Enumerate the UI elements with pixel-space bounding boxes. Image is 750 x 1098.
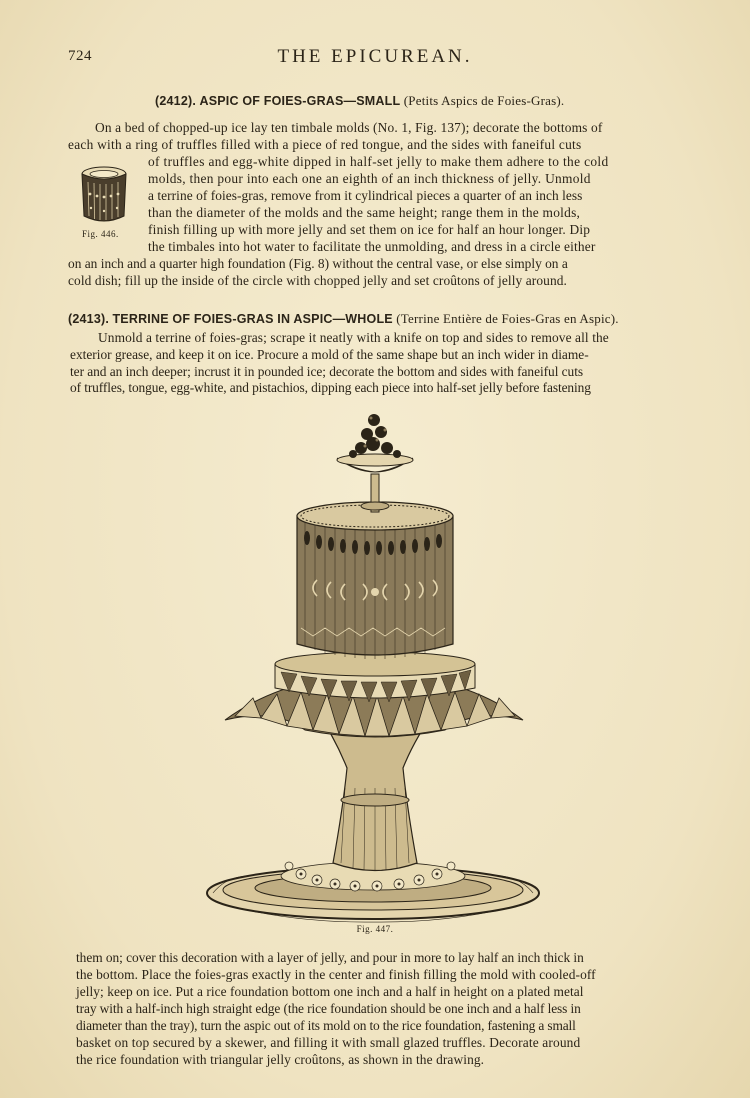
text-line: finish filling up with more jelly and set them on ice for half an hour longer. Dip — [148, 222, 591, 237]
section-number: (2413). — [68, 312, 110, 326]
terrine-aspic-illustration — [205, 408, 545, 923]
section-subtitle: (Terrine Entière de Foies-Gras en Aspic). — [396, 311, 619, 326]
text-line: jelly; keep on ice. Put a rice foundation bottom one inch and a half in height on a plated metal — [76, 984, 584, 999]
figure-caption-446: Fig. 446. — [82, 229, 119, 239]
text-line: exterior grease, and keep it on ice. Procure a mold of the same shape but an inch wider in diame- — [70, 347, 589, 362]
text-line: each with a ring of truffles filled with a piece of red tongue, and the sides with faneiful cuts — [68, 137, 582, 152]
text-line: Unmold a terrine of foies-gras; scrape it neatly with a knife on top and sides to remove all the — [98, 330, 609, 345]
section-title: TERRINE OF FOIES-GRAS IN ASPIC—WHOLE — [112, 312, 393, 326]
page-header — [68, 46, 682, 70]
section-title: ASPIC OF FOIES-GRAS—SMALL — [199, 94, 401, 108]
page-number: 724 — [68, 48, 92, 64]
timbale-mold-illustration — [78, 164, 130, 228]
text-line: ter and an inch deeper; incrust it in pounded ice; decorate the bottom and sides with faneiful cuts — [70, 364, 584, 379]
section-subtitle: (Petits Aspics de Foies-Gras). — [403, 93, 565, 108]
text-line: the rice foundation with triangular jelly croûtons, as shown in the drawing. — [76, 1052, 485, 1067]
text-line: of truffles and egg-white dipped in half-set jelly to make them adhere to the cold — [148, 154, 609, 169]
text-line: cold dish; fill up the inside of the circle with chopped jelly and set croûtons of jelly around. — [68, 273, 567, 288]
figure-caption-447: Fig. 447. — [356, 924, 394, 934]
text-line: than the diameter of the molds and the same height; range them in the molds, — [148, 205, 581, 220]
text-line: tray with a half-inch high straight edge (the rice foundation should be one inch and a half less in — [76, 1001, 581, 1016]
text-line: basket on top secured by a skewer, and filling it with small glazed truffles. Decorate around — [76, 1035, 581, 1050]
text-line: of truffles, tongue, egg-white, and pistachios, dipping each piece into half-set jelly before fastening — [70, 380, 591, 395]
text-line: diameter than the tray), turn the aspic out of its mold on to the rice foundation, fastening a small — [76, 1018, 576, 1033]
text-line: On a bed of chopped-up ice lay ten timbale molds (No. 1, Fig. 137); decorate the bottoms of — [95, 120, 603, 135]
text-line: the bottom. Place the foies-gras exactly in the center and finish filling the mold with cooled-off — [76, 967, 596, 982]
section-number: (2412). — [155, 94, 197, 108]
section-heading-2413 — [68, 311, 619, 327]
text-line: on an inch and a quarter high foundation (Fig. 8) without the central vase, or else simply on a — [68, 256, 568, 271]
running-title: THE EPICUREAN. — [277, 46, 473, 67]
section-heading-2412 — [155, 93, 564, 109]
text-line: them on; cover this decoration with a layer of jelly, and pour in more to lay half an inch thick in — [76, 950, 584, 965]
text-line: the timbales into hot water to facilitate the unmolding, and dress in a circle either — [148, 239, 596, 254]
text-line: a terrine of foies-gras, remove from it cylindrical pieces a quarter of an inch less — [148, 188, 583, 203]
text-line: molds, then pour into each one an eighth of an inch thickness of jelly. Unmold — [148, 171, 591, 186]
